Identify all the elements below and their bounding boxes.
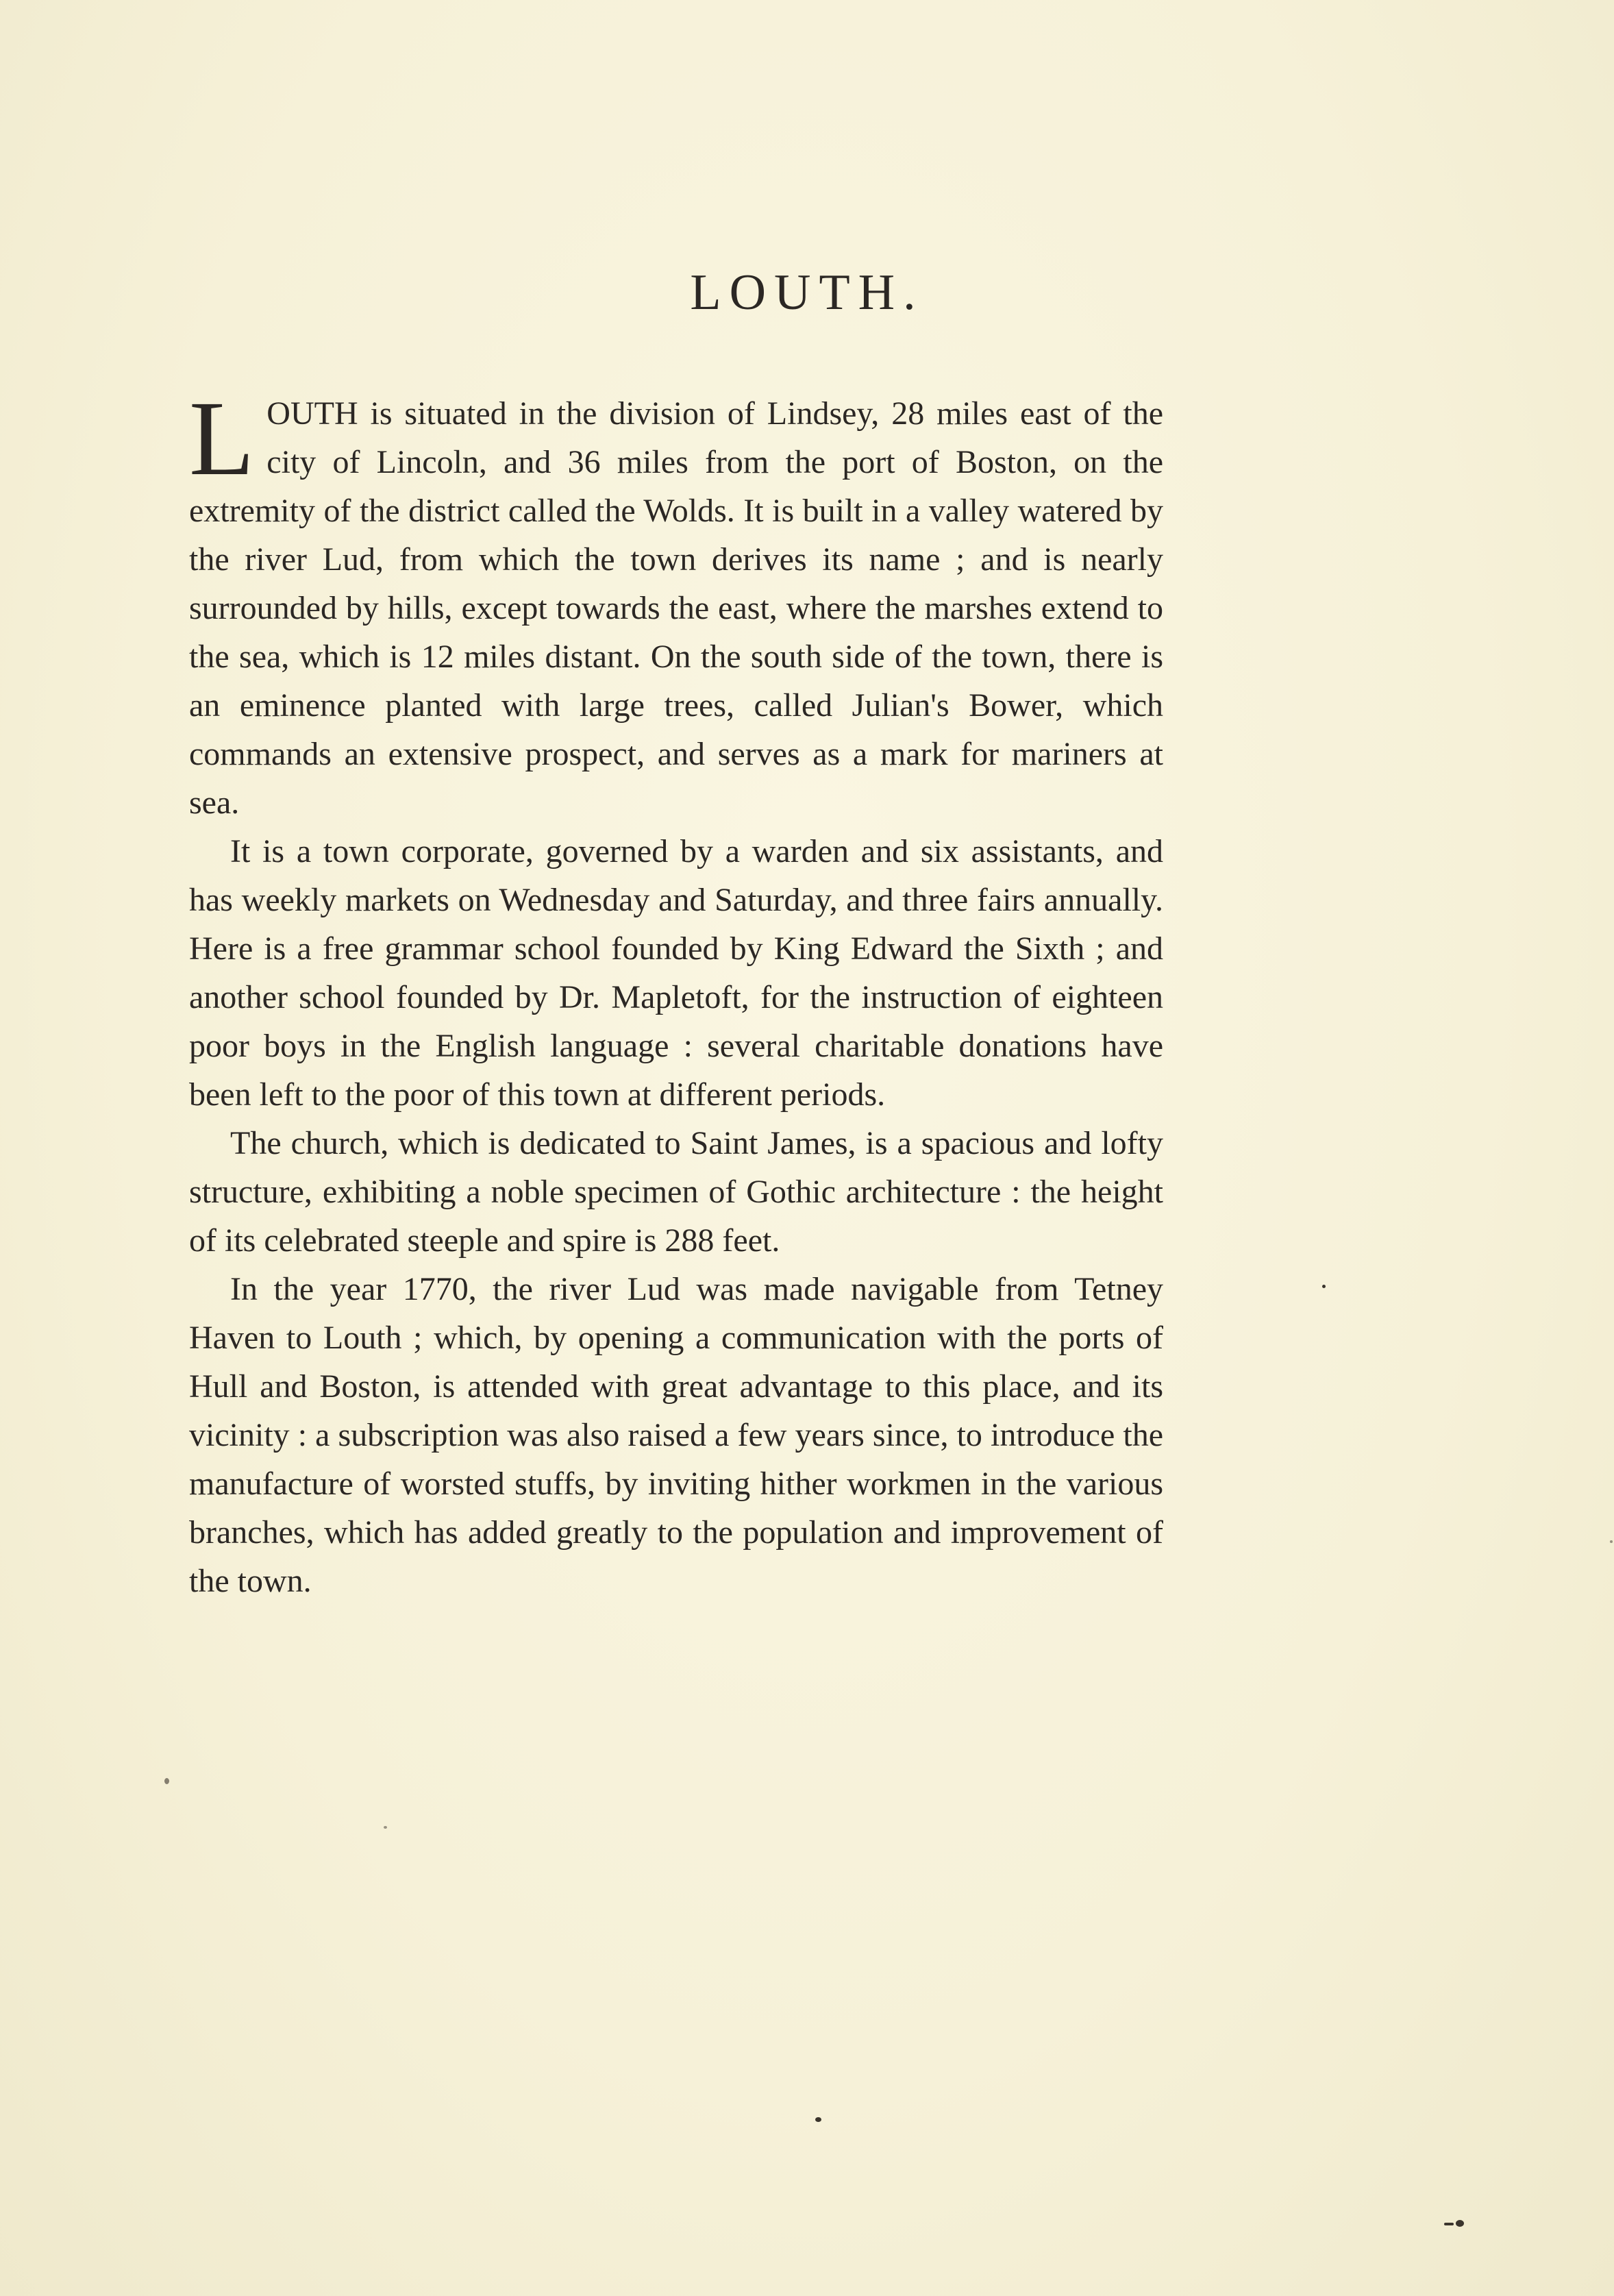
ink-speck <box>1322 1285 1326 1288</box>
page-title: LOUTH. <box>690 264 924 321</box>
ink-speck <box>384 1826 387 1829</box>
paragraph-3: The church, which is dedicated to Saint James, is a spacious and lofty structure, exhibiting a noble specimen of Gothic architecture : the height of its celebrated steeple and spire is 288 feet. <box>189 1125 1163 1259</box>
ink-speck <box>815 2117 821 2122</box>
ink-speck <box>1610 1540 1613 1543</box>
ink-speck <box>1456 2220 1464 2227</box>
ink-speck <box>1444 2223 1454 2225</box>
paragraph-4: In the year 1770, the river Lud was made navigable from Tetney Haven to Louth ; which, by opening a communication with the ports of Hull and Boston, is attended with great advantage to this place, and its vicinity : a subscription was also raised a few years since, to introduce the manufacture of worsted stuffs, by inviting hither workmen in the various branches, which has added greatly to the population and improvement of the town. <box>189 1271 1163 1599</box>
paragraph-1-text: OUTH is situated in the division of Lindsey, 28 miles east of the city of Lincoln, and 36 miles from the port of Boston, on the extremity of the district called the Wolds. It is built in a valley watered by the river Lud, from which the town derives its name ; and is nearly surrounded by hills, except towards the east, where the marshes extend to the sea, which is 12 miles distant. On the south side of the town, there is an eminence planted with large trees, called Julian's Bower, which commands an extensive prospect, and serves as a mark for mariners at sea. <box>189 395 1163 821</box>
ink-speck <box>164 1778 169 1784</box>
paragraph-2: It is a town corporate, governed by a warden and six assistants, and has weekly markets on Wednesday and Saturday, and three fairs annually. Here is a free grammar school founded by King Edward the Sixth ; and another school founded by Dr. Mapletoft, for the instruction of eighteen poor boys in the English language : several charitable donations have been left to the poor of this town at different periods. <box>189 833 1163 1113</box>
body-text <box>189 379 1163 1605</box>
paragraph-1 <box>189 379 1163 827</box>
drop-cap: L <box>189 379 255 497</box>
